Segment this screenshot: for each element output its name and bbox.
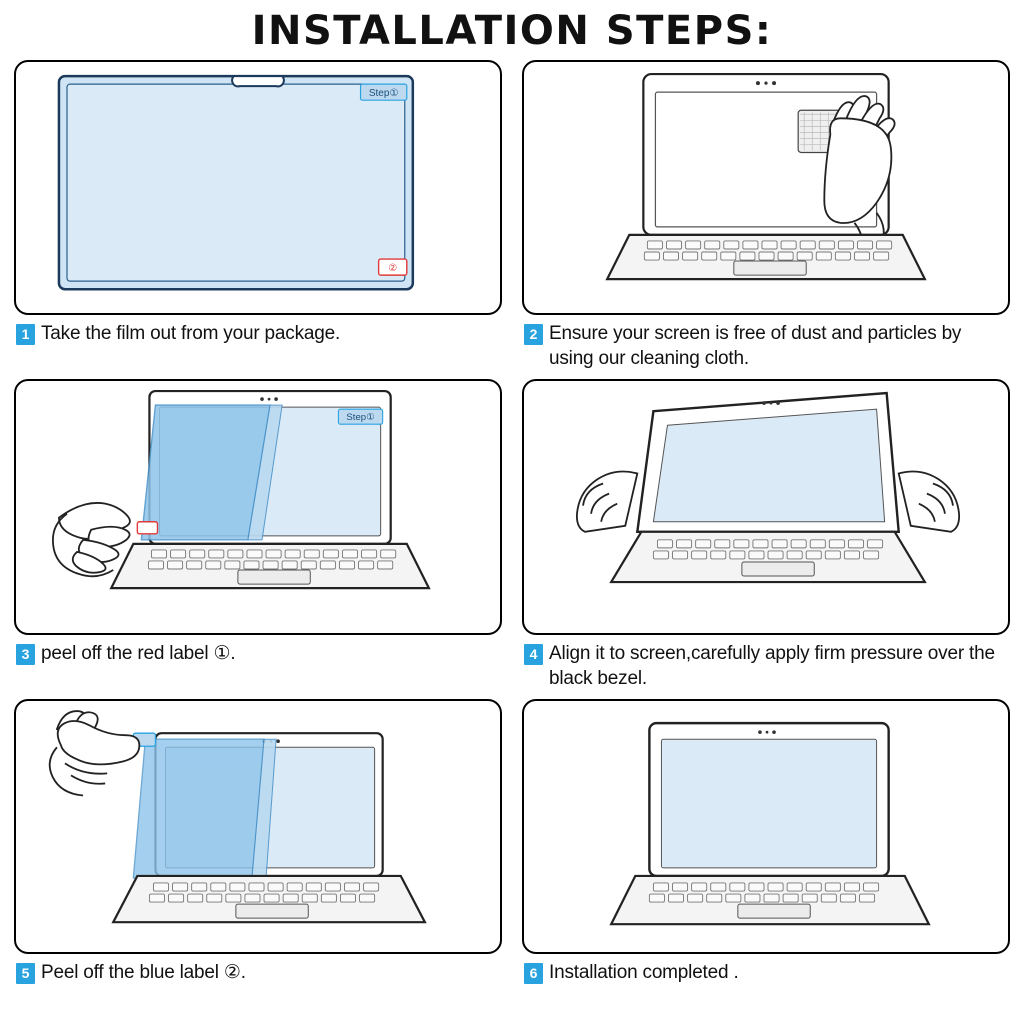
step-cell-4 xyxy=(522,379,1010,692)
step-illustration-4 xyxy=(522,379,1010,634)
step-illustration-6 xyxy=(522,699,1010,954)
step-caption-text: Align it to screen,carefully apply firm pressure over the black bezel. xyxy=(549,642,995,689)
step-illustration-5 xyxy=(14,699,502,954)
step-caption-text: Take the film out from your package. xyxy=(41,323,341,345)
align-screen-art xyxy=(524,381,1008,632)
completed-laptop-art xyxy=(524,701,1008,952)
step-number-badge: 2 xyxy=(524,324,543,345)
step-caption-5 xyxy=(14,954,502,1012)
clean-screen-art xyxy=(524,62,1008,313)
step-caption-text: Peel off the blue label ②. xyxy=(41,962,246,983)
step-caption-text: Installation completed . xyxy=(549,962,739,983)
peel-red-label-art xyxy=(16,381,500,632)
step-caption-text: Ensure your screen is free of dust and particles by using our cleaning cloth. xyxy=(549,323,962,370)
svg-text:Step①: Step① xyxy=(368,88,399,100)
step-number-badge: 3 xyxy=(16,644,35,665)
step-cell-1 xyxy=(14,60,502,373)
steps-grid xyxy=(0,54,1024,1016)
step-caption-4 xyxy=(522,635,1010,693)
step-number-badge: 4 xyxy=(524,644,543,665)
film-sheet-art xyxy=(16,62,500,313)
step-cell-3 xyxy=(14,379,502,692)
step-cell-5 xyxy=(14,699,502,1012)
page-title: INSTALLATION STEPS: xyxy=(251,8,773,54)
step-cell-6 xyxy=(522,699,1010,1012)
step-caption-1 xyxy=(14,315,502,373)
step-cell-2 xyxy=(522,60,1010,373)
step-caption-2 xyxy=(522,315,1010,373)
step-number-badge: 6 xyxy=(524,963,543,984)
peel-blue-label-art xyxy=(16,701,500,952)
step-caption-3 xyxy=(14,635,502,693)
svg-text:Step①: Step① xyxy=(346,412,375,424)
step-caption-text: peel off the red label ①. xyxy=(41,642,236,664)
step-number-badge: 5 xyxy=(16,963,35,984)
step-illustration-2 xyxy=(522,60,1010,315)
step-illustration-3 xyxy=(14,379,502,634)
step-number-badge: 1 xyxy=(16,324,35,345)
step-caption-6 xyxy=(522,954,1010,1012)
svg-text:②: ② xyxy=(388,263,398,275)
step-illustration-1 xyxy=(14,60,502,315)
